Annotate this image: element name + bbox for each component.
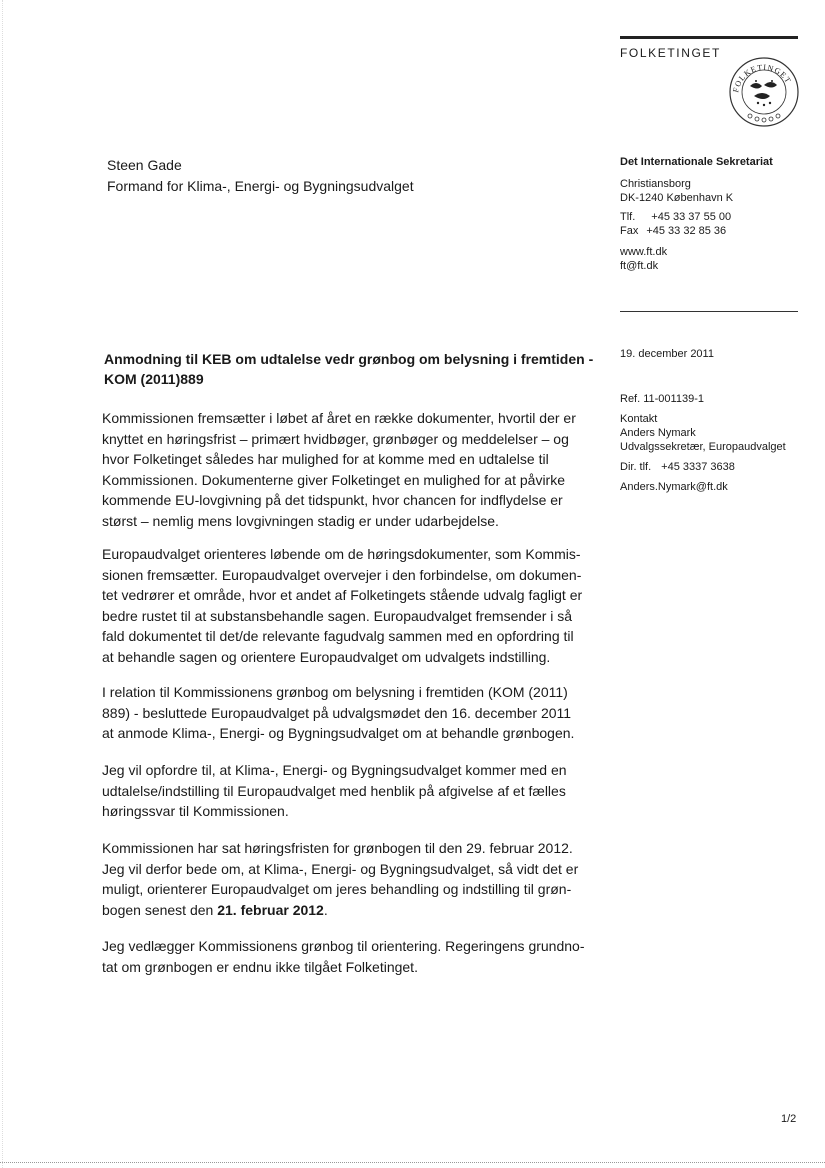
sender-web <box>620 245 805 273</box>
deadline-date: 21. februar 2012 <box>217 901 324 918</box>
paragraph-line: at behandle sagen og orientere Europaudvalget om udvalgets indstilling. <box>102 648 551 665</box>
reference-number: Ref. 11-001139-1 <box>620 393 704 405</box>
page-number: 1/2 <box>781 1113 797 1125</box>
paragraph-line: størst – nemlig mens lovgivningen stadig er under udarbejdelse. <box>102 512 499 529</box>
contact-label: Kontakt <box>620 413 658 425</box>
deadline-prefix: bogen senest den <box>102 901 218 918</box>
sidebar-divider <box>620 311 798 312</box>
website-link[interactable]: www.ft.dk <box>620 246 668 258</box>
paragraph-line: Kommissionen har sat høringsfristen for grønbogen til den 29. februar 2012. <box>102 840 573 856</box>
sender-phones <box>620 210 805 238</box>
paragraph-1 <box>102 408 592 531</box>
paragraph-line: muligt, orienterer Europaudvalget om jeres behandling og indstilling til grøn- <box>102 881 572 897</box>
paragraph-line: Kommissionen fremsætter i løbet af året en række dokumenter, hvortil der er <box>102 410 576 426</box>
contact-name: Anders Nymark <box>620 427 696 439</box>
phone-line <box>620 210 805 224</box>
subject-line-2: KOM (2011)889 <box>104 371 204 387</box>
direct-phone-number: +45 3337 3638 <box>661 461 735 473</box>
direct-phone-line <box>620 460 805 474</box>
brand-name: FOLKETINGET <box>620 46 721 60</box>
reference-block <box>620 392 805 494</box>
paragraph-line: høringssvar til Kommissionen. <box>102 803 289 819</box>
office-name: Det Internationale Sekretariat <box>620 156 773 168</box>
paragraph-line: Jeg vedlægger Kommissionens grønbog til orientering. Regeringens grundno- <box>102 938 585 954</box>
paragraph-line: Jeg vil opfordre til, at Klima-, Energi- og Bygningsudvalget kommer med en <box>102 762 567 778</box>
paragraph-line: Kommissionen. Dokumenterne giver Folketinget en mulighed for at påvirke <box>102 471 566 488</box>
sender-office <box>620 155 805 169</box>
letter-date: 19. december 2011 <box>620 348 714 360</box>
paragraph-line: kommende EU-lovgivning på det tidspunkt, hvor chancen for indflydelse er <box>102 492 563 508</box>
paragraph-line: sionen fremsætter. Europaudvalget overvejer i den forbindelse, om dokumen- <box>102 566 582 583</box>
recipient-title: Formand for Klima-, Energi- og Bygningsudvalget <box>107 178 414 194</box>
fax-number: +45 33 32 85 36 <box>646 225 727 237</box>
header-rule <box>620 36 798 39</box>
paragraph-line: 889) - besluttede Europaudvalget på udvalgsmødet den 16. december 2011 <box>102 704 572 721</box>
letter-subject <box>104 349 599 389</box>
paragraph-line: hvor Folketinget således har mulighed for at komme med en udtalelse til <box>102 451 549 467</box>
deadline-suffix: . <box>323 901 328 918</box>
paragraph-line: fald dokumentet til det/de relevante fagudvalg sammen med en opfordring til <box>102 628 574 644</box>
page-edge-left <box>2 0 3 1168</box>
fax-label: Fax <box>620 225 639 237</box>
fax-line <box>620 224 805 238</box>
paragraph-line: knyttet en høringsfrist – primært hvidbøger, grønbøger og meddelelser – og <box>102 430 569 447</box>
paragraph-2 <box>102 544 592 667</box>
paragraph-line: at anmode Klima-, Energi- og Bygningsudvalget om at behandle grønbogen. <box>102 725 575 741</box>
recipient-name: Steen Gade <box>107 157 182 173</box>
paragraph-5 <box>102 838 592 920</box>
paragraph-4 <box>102 760 592 822</box>
paragraph-line: bedre rustet til at substansbehandle sagen. Europaudvalget fremsender i så <box>102 607 573 624</box>
paragraph-3 <box>102 682 592 744</box>
seal-lettering: FOLKETINGET <box>731 62 794 94</box>
direct-phone-label: Dir. tlf. <box>620 461 652 473</box>
paragraph-line: udtalelse/indstilling til Europaudvalget med henblik på afgivelse af et fælles <box>102 782 566 799</box>
email-link[interactable]: ft@ft.dk <box>620 260 659 272</box>
phone-label: Tlf. <box>620 211 636 223</box>
paragraph-line: I relation til Kommissionens grønbog om belysning i fremtiden (KOM (2011) <box>102 684 568 700</box>
paragraph-line: tet vedrører et område, hvor et andet af Folketingets stående udvalg fagligt er <box>102 587 583 603</box>
address-line-1: Christiansborg <box>620 178 691 190</box>
paragraph-line: Jeg vil derfor bede om, at Klima-, Energi- og Bygningsudvalget, så vidt det er <box>102 860 579 877</box>
sender-address <box>620 177 805 205</box>
contact-role: Udvalgssekretær, Europaudvalget <box>620 441 786 453</box>
contact-email[interactable]: Anders.Nymark@ft.dk <box>620 481 728 493</box>
recipient-block <box>107 155 414 197</box>
paragraph-6 <box>102 936 592 977</box>
page-edge-bottom <box>0 1162 825 1163</box>
paragraph-line <box>102 900 592 921</box>
subject-line-1: Anmodning til KEB om udtalelse vedr grønbog om belysning i fremtiden - <box>104 351 594 367</box>
phone-number: +45 33 37 55 00 <box>651 211 732 223</box>
address-line-2: DK-1240 København K <box>620 192 734 204</box>
folketinget-seal-logo <box>728 56 800 128</box>
paragraph-line: tat om grønbogen er endnu ikke tilgået Folketinget. <box>102 958 418 975</box>
paragraph-line: Europaudvalget orienteres løbende om de høringsdokumenter, som Kommis- <box>102 546 581 562</box>
